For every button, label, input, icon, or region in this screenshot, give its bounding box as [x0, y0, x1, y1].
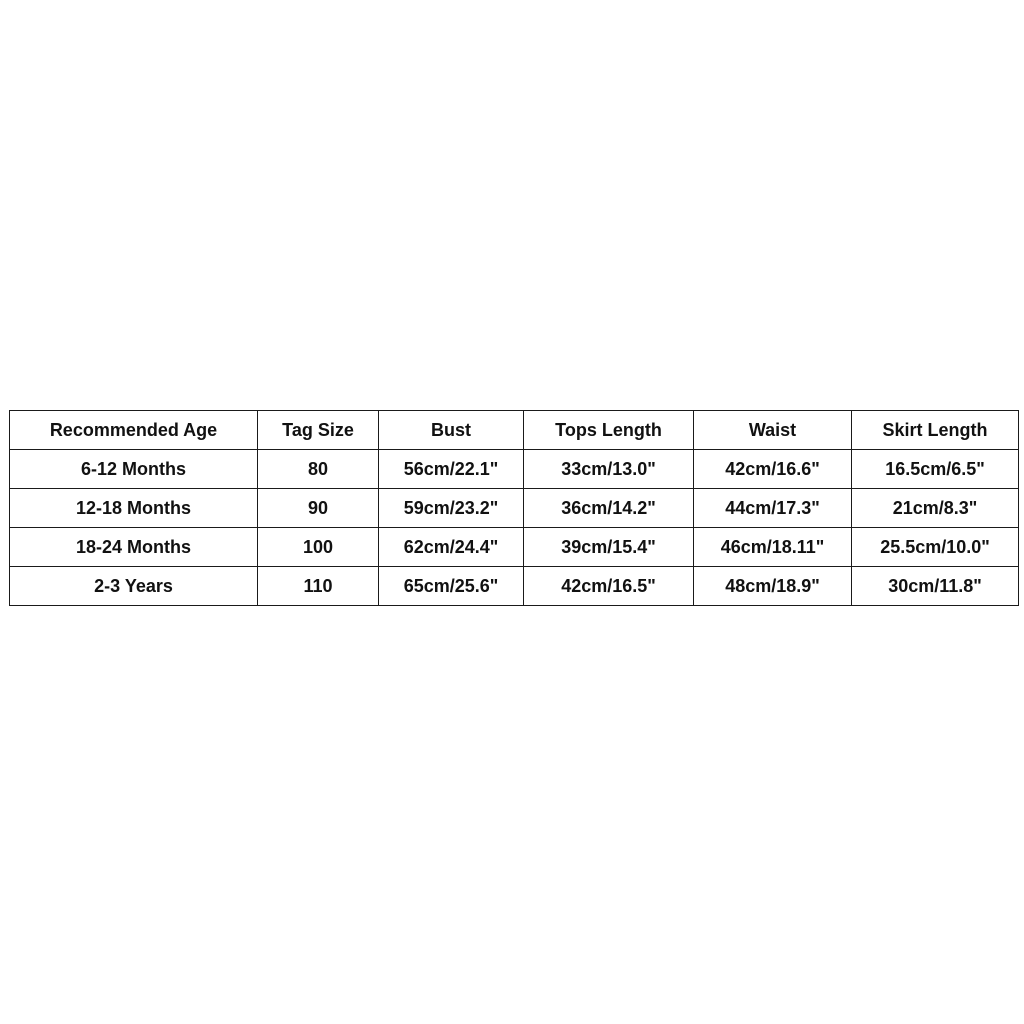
header-waist: Waist — [694, 411, 852, 450]
header-recommended-age: Recommended Age — [10, 411, 258, 450]
cell-waist: 48cm/18.9" — [694, 567, 852, 606]
table-row — [10, 489, 1019, 528]
cell-tops-length: 39cm/15.4" — [524, 528, 694, 567]
table-row — [10, 567, 1019, 606]
cell-tag-size: 110 — [258, 567, 379, 606]
cell-bust: 59cm/23.2" — [379, 489, 524, 528]
cell-tag-size: 80 — [258, 450, 379, 489]
cell-tag-size: 100 — [258, 528, 379, 567]
cell-tops-length: 33cm/13.0" — [524, 450, 694, 489]
header-tag-size: Tag Size — [258, 411, 379, 450]
cell-skirt-length: 21cm/8.3" — [852, 489, 1019, 528]
cell-bust: 62cm/24.4" — [379, 528, 524, 567]
table-row — [10, 450, 1019, 489]
cell-bust: 65cm/25.6" — [379, 567, 524, 606]
cell-recommended-age: 6-12 Months — [10, 450, 258, 489]
cell-recommended-age: 12-18 Months — [10, 489, 258, 528]
table-row — [10, 528, 1019, 567]
cell-tops-length: 42cm/16.5" — [524, 567, 694, 606]
cell-recommended-age: 2-3 Years — [10, 567, 258, 606]
cell-tag-size: 90 — [258, 489, 379, 528]
size-chart-table — [9, 410, 1019, 606]
cell-bust: 56cm/22.1" — [379, 450, 524, 489]
table-header-row — [10, 411, 1019, 450]
header-skirt-length: Skirt Length — [852, 411, 1019, 450]
cell-skirt-length: 25.5cm/10.0" — [852, 528, 1019, 567]
cell-waist: 44cm/17.3" — [694, 489, 852, 528]
cell-skirt-length: 16.5cm/6.5" — [852, 450, 1019, 489]
header-tops-length: Tops Length — [524, 411, 694, 450]
header-bust: Bust — [379, 411, 524, 450]
cell-waist: 42cm/16.6" — [694, 450, 852, 489]
cell-skirt-length: 30cm/11.8" — [852, 567, 1019, 606]
cell-tops-length: 36cm/14.2" — [524, 489, 694, 528]
cell-waist: 46cm/18.11" — [694, 528, 852, 567]
cell-recommended-age: 18-24 Months — [10, 528, 258, 567]
